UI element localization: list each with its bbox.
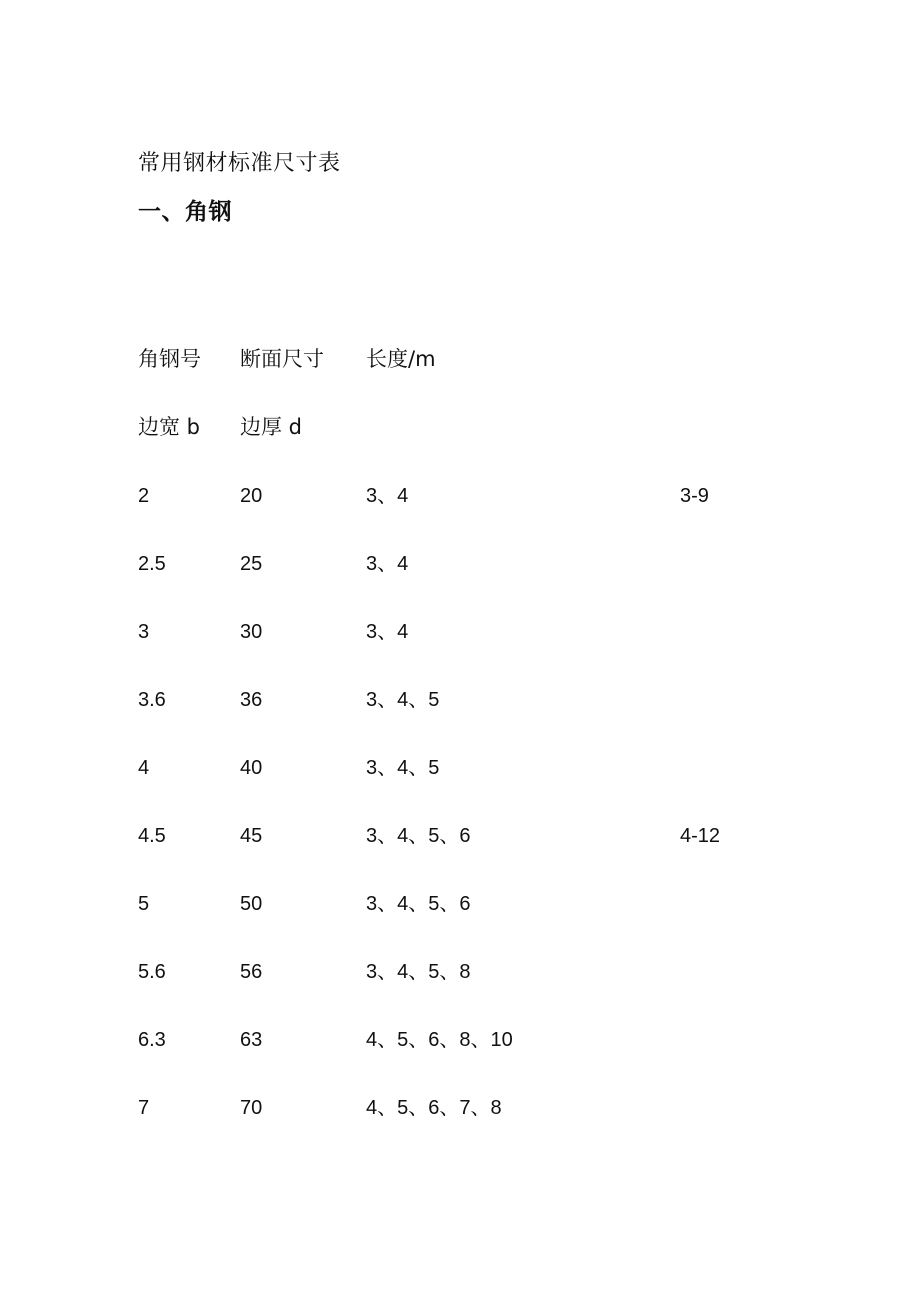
cell-thickness: 3、4 [366,621,409,643]
cell-width: 30 [240,621,263,643]
cell-width: 50 [240,893,263,915]
subheader-width-b: 边宽 b [138,415,201,439]
table-row [0,957,920,987]
table-row [0,753,920,783]
table-row [0,821,920,851]
cell-angle-no: 5.6 [138,961,166,983]
table-row [0,481,920,511]
cell-thickness: 3、4 [366,553,409,575]
cell-angle-no: 2 [138,485,150,507]
cell-length: 4-12 [680,825,721,847]
page-title: 常用钢材标准尺寸表 [138,151,341,176]
cell-thickness: 4、5、6、7、8 [366,1097,502,1119]
table-header-row [0,344,920,374]
cell-thickness: 3、4、5、6 [366,825,471,847]
cell-angle-no: 4.5 [138,825,166,847]
cell-thickness: 3、4、5 [366,689,440,711]
cell-width: 45 [240,825,263,847]
cell-angle-no: 5 [138,893,150,915]
section-heading: 一、角钢 [138,199,232,225]
header-length: 长度/m [366,347,436,371]
cell-width: 70 [240,1097,263,1119]
cell-angle-no: 4 [138,757,150,779]
cell-width: 56 [240,961,263,983]
table-row [0,685,920,715]
table-subheader-row [0,412,920,442]
subheader-thickness-d: 边厚 d [240,415,303,439]
cell-thickness: 4、5、6、8、10 [366,1029,513,1051]
table-row [0,617,920,647]
table-row [0,889,920,919]
cell-width: 25 [240,553,263,575]
cell-width: 63 [240,1029,263,1051]
cell-thickness: 3、4、5、8 [366,961,471,983]
table-row [0,1093,920,1123]
cell-thickness: 3、4、5、6 [366,893,471,915]
cell-width: 36 [240,689,263,711]
cell-thickness: 3、4 [366,485,409,507]
cell-width: 20 [240,485,263,507]
table-row [0,549,920,579]
cell-angle-no: 7 [138,1097,150,1119]
cell-width: 40 [240,757,263,779]
table-row [0,1025,920,1055]
cell-angle-no: 3 [138,621,150,643]
cell-angle-no: 3.6 [138,689,166,711]
cell-angle-no: 2.5 [138,553,166,575]
header-section-size: 断面尺寸 [240,347,324,371]
cell-length: 3-9 [680,485,709,507]
header-angle-no: 角钢号 [138,347,201,371]
cell-thickness: 3、4、5 [366,757,440,779]
cell-angle-no: 6.3 [138,1029,166,1051]
